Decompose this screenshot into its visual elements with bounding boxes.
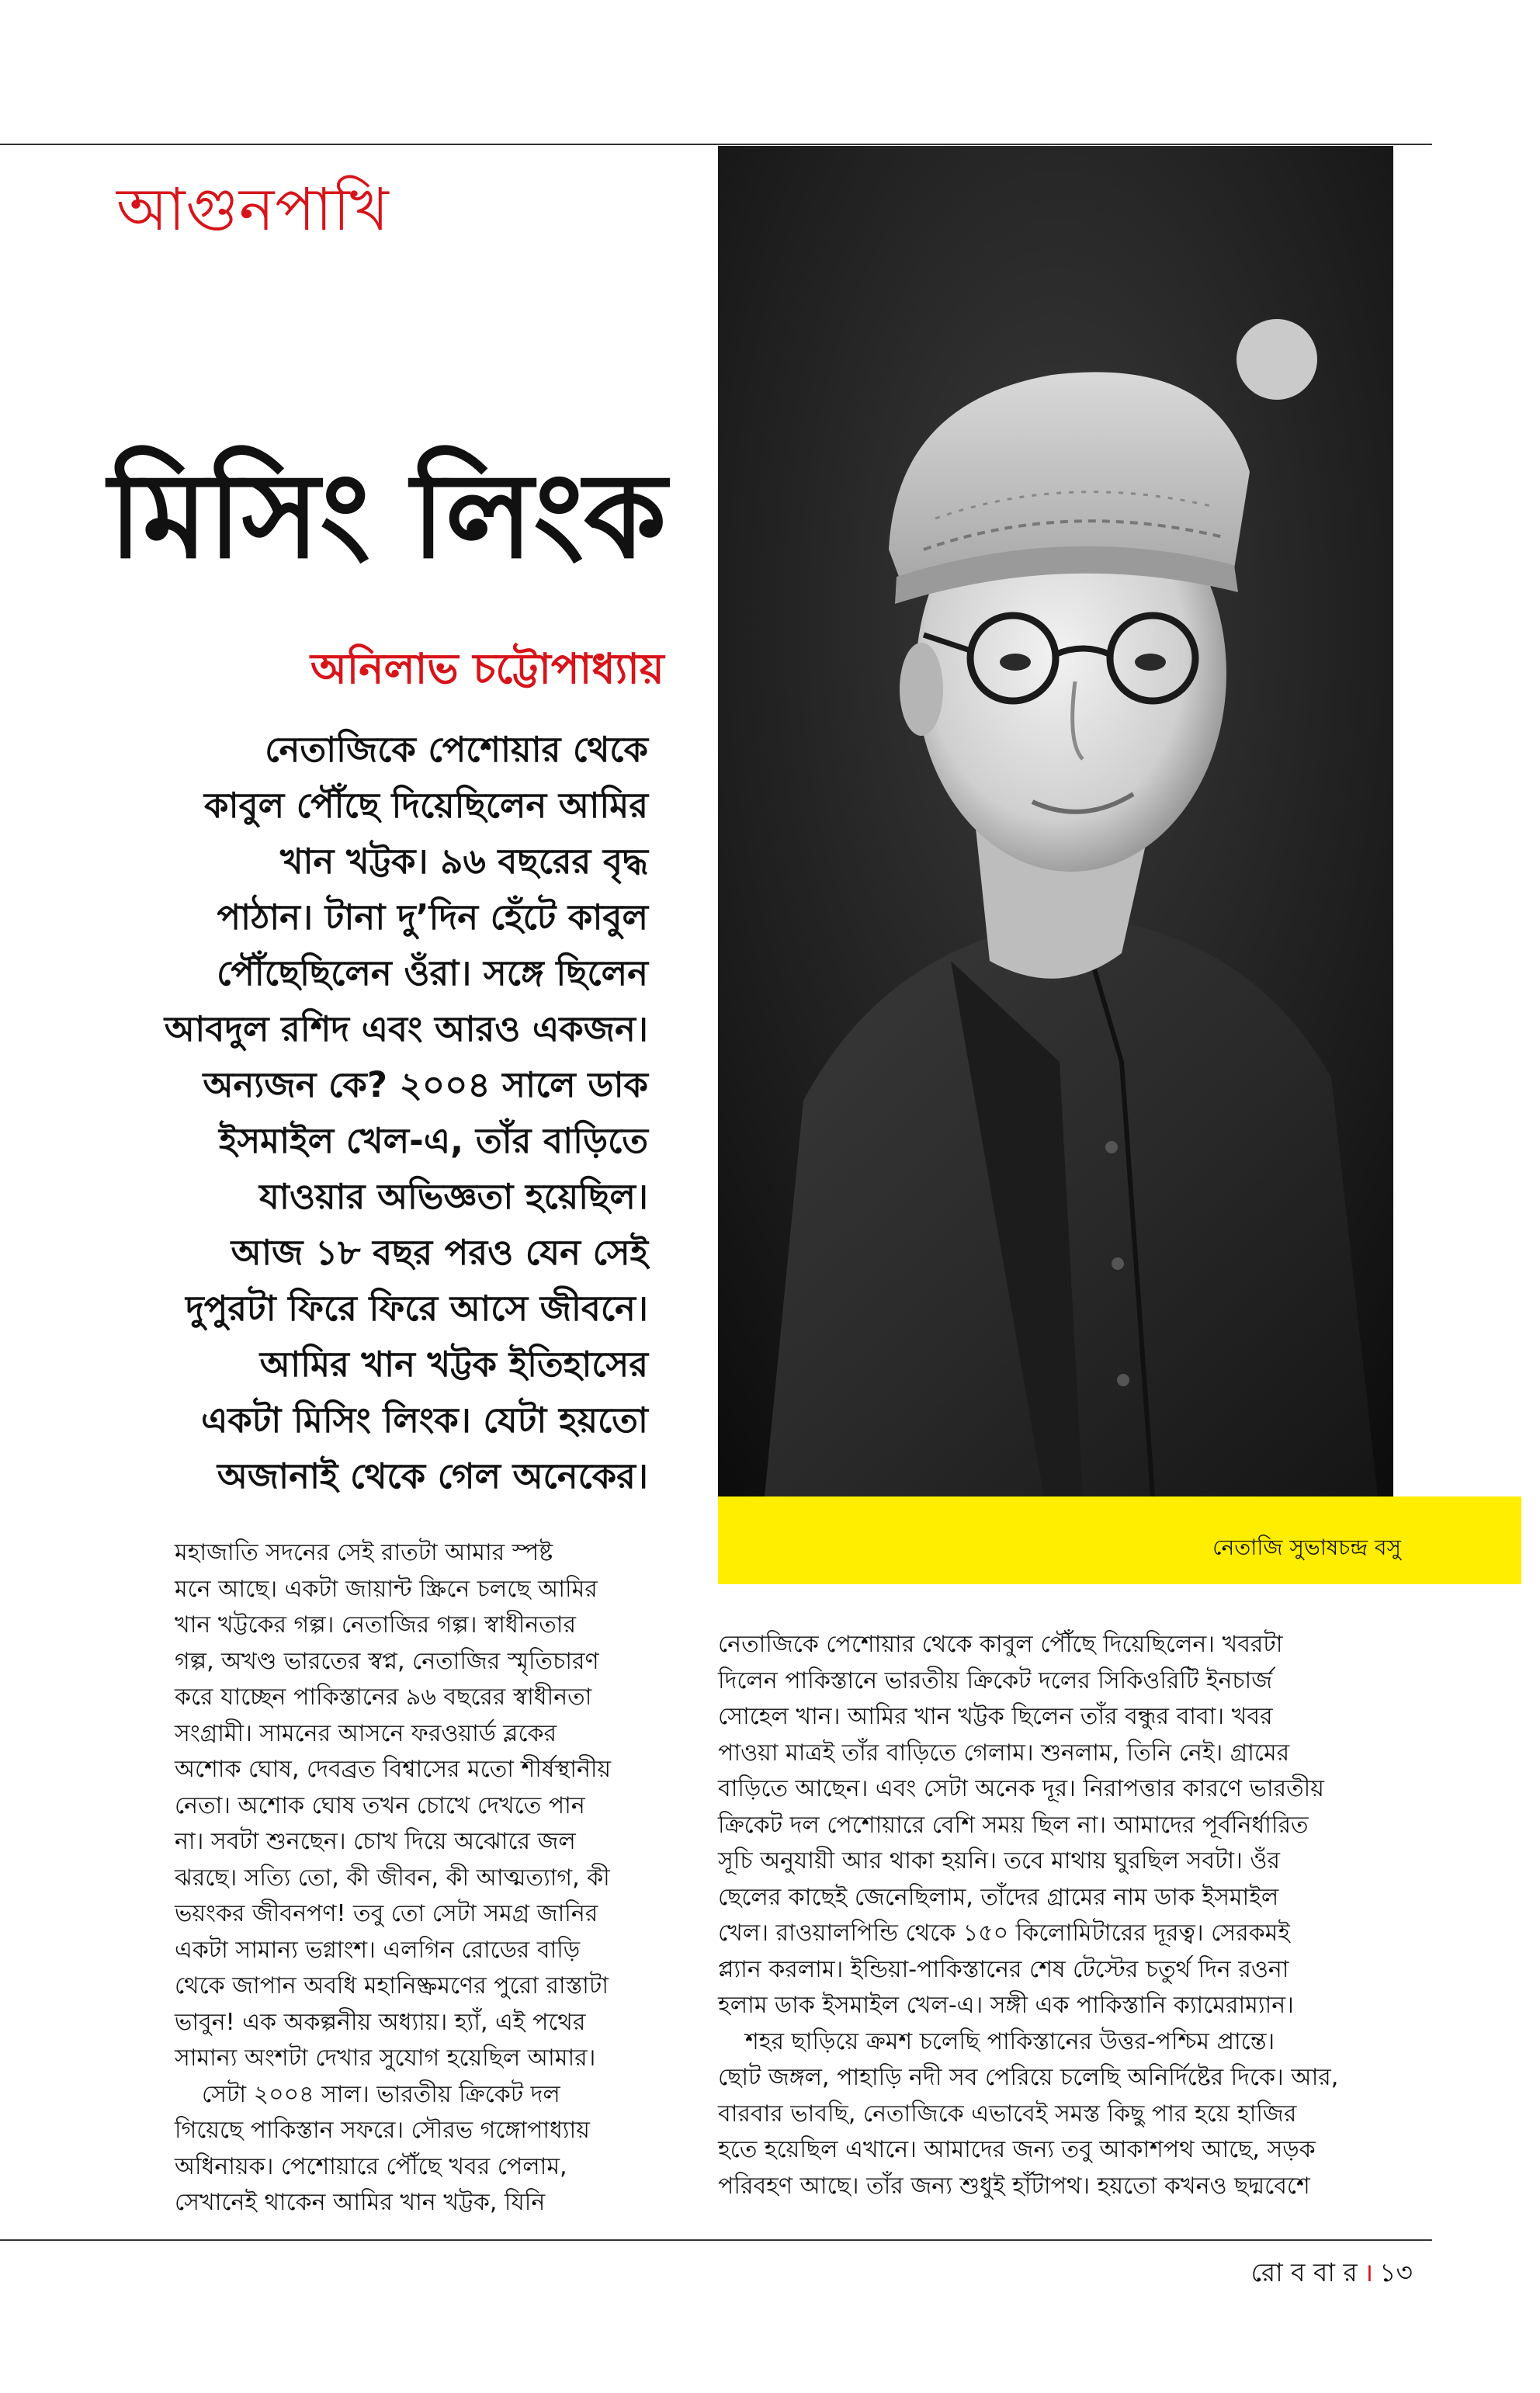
intro-line: আজ ১৮ বছর পরও যেন সেই <box>231 1232 648 1273</box>
top-rule <box>0 144 1432 145</box>
body-line: নেতা। অশোক ঘোষ তখন চোখে দেখতে পান <box>175 1791 585 1819</box>
body-line: মনে আছে। একটা জায়ান্ট স্ক্রিনে চলছে আমির <box>175 1575 598 1603</box>
body-line: গল্প, অখণ্ড ভারতের স্বপ্ন, নেতাজির স্মৃতিচারণ <box>175 1647 599 1675</box>
intro-standfirst <box>113 722 648 1504</box>
body-line: প্ল্যান করলাম। ইন্ডিয়া-পাকিস্তানের শেষ টেস্টের চতুর্থ দিন রওনা <box>718 1955 1289 1983</box>
body-line: সোহেল খান। আমির খান খট্টক ছিলেন তাঁর বন্ধুর বাবা। খবর <box>718 1703 1273 1730</box>
intro-line: একটা মিসিং লিংক। যেটা হয়তো <box>201 1399 648 1441</box>
intro-line: দুপুরটা ফিরে ফিরে আসে জীবনে। <box>186 1288 648 1329</box>
intro-line: কাবুল পৌঁছে দিয়েছিলেন আমির <box>204 785 648 826</box>
intro-line: খান খট্টক। ৯৬ বছরের বৃদ্ধ <box>279 841 648 882</box>
photo-caption: নেতাজি সুভাষচন্দ্র বসু <box>1212 1535 1401 1560</box>
body-line: একটা সামান্য ভগ্নাংশ। এলগিন রোডের বাড়ি <box>175 1936 581 1964</box>
author-byline: অনিলাভ চট্টোপাধ্যায় <box>310 644 664 693</box>
body-column-right <box>718 1627 1401 2204</box>
body-line: সেখানেই থাকেন আমির খান খট্টক, যিনি <box>175 2189 546 2216</box>
body-line: নেতাজিকে পেশোয়ার থেকে কাবুল পৌঁছে দিয়েছিলেন। খবরটা <box>718 1631 1283 1658</box>
footer-separator: । <box>1363 2257 1374 2287</box>
headline: মিসিং লিংক <box>109 447 667 584</box>
bottom-rule <box>0 2239 1432 2241</box>
body-line: মহাজাতি সদনের সেই রাতটা আমার স্পষ্ট <box>175 1539 553 1566</box>
body-line: খেল। রাওয়ালপিন্ডি থেকে ১৫০ কিলোমিটারের দূরত্ব। সেরকমই <box>718 1920 1290 1947</box>
body-line: অশোক ঘোষ, দেবব্রত বিশ্বাসের মতো শীর্ষস্থানীয় <box>175 1756 612 1783</box>
section-label: আগুনপাখি <box>116 175 390 244</box>
body-line: সূচি অনুযায়ী আর থাকা হয়নি। তবে মাথায় ঘুরছিল সবটা। ওঁর <box>718 1847 1280 1875</box>
page-number: ১৩ <box>1379 2257 1413 2287</box>
body-column-left <box>175 1535 687 2221</box>
intro-line: যাওয়ার অভিজ্ঞতা হয়েছিল। <box>259 1176 648 1217</box>
magazine-name: রো ব বা র <box>1250 2257 1358 2287</box>
intro-line: অজানাই থেকে গেল অনেকের। <box>217 1455 648 1496</box>
intro-line: আবদুল রশিদ এবং আরও একজন। <box>164 1008 648 1049</box>
body-line: ছোট জঙ্গল, পাহাড়ি নদী সব পেরিয়ে চলেছি অনির্দিষ্টের দিকে। আর, <box>718 2064 1339 2091</box>
portrait-illustration <box>718 146 1393 1496</box>
body-line: শহর ছাড়িয়ে ক্রমশ চলেছি পাকিস্তানের উত্তর-পশ্চিম প্রান্তে। <box>745 2027 1275 2055</box>
body-line: হলাম ডাক ইসমাইল খেল-এ। সঙ্গী এক পাকিস্তানি ক্যামেরাম্যান। <box>718 1992 1294 2019</box>
body-line: ছেলের কাছেই জেনেছিলাম, তাঁদের গ্রামের নাম ডাক ইসমাইল <box>718 1883 1279 1911</box>
body-line: সংগ্রামী। সামনের আসনে ফরওয়ার্ড ব্লকের <box>175 1719 557 1747</box>
intro-line: ইসমাইল খেল-এ, তাঁর বাড়িতে <box>219 1120 648 1161</box>
intro-line: নেতাজিকে পেশোয়ার থেকে <box>265 729 648 770</box>
body-line: ভাবুন! এক অকল্পনীয় অধ্যায়। হ্যাঁ, এই পথের <box>175 2008 586 2036</box>
body-line: বাড়িতে আছেন। এবং সেটা অনেক দূর। নিরাপত্তার কারণে ভারতীয় <box>718 1775 1324 1802</box>
body-line: ক্রিকেট দল পেশোয়ারে বেশি সময় ছিল না। আমাদের পূর্বনির্ধারিত <box>718 1811 1309 1839</box>
body-line: বারবার ভাবছি, নেতাজিকে এভাবেই সমস্ত কিছু পার হয়ে হাজির <box>718 2100 1297 2128</box>
intro-line: আমির খান খট্টক ইতিহাসের <box>259 1344 648 1385</box>
intro-line: অন্যজন কে? ২০০৪ সালে ডাক <box>203 1064 648 1105</box>
body-line: না। সবটা শুনছেন। চোখ দিয়ে অঝোরে জল <box>175 1828 576 1855</box>
body-line: করে যাচ্ছেন পাকিস্তানের ৯৬ বছরের স্বাধীনতা <box>175 1684 592 1711</box>
intro-line: পৌঁছেছিলেন ওঁরা। সঙ্গে ছিলেন <box>217 952 648 994</box>
body-line: সেটা ২০০৪ সাল। ভারতীয় ক্রিকেট দল <box>202 2080 560 2108</box>
body-line: পাওয়া মাত্রই তাঁর বাড়িতে গেলাম। শুনলাম, তিনি নেই। গ্রামের <box>718 1739 1290 1767</box>
body-line: সামান্য অংশটা দেখার সুযোগ হয়েছিল আমার। <box>175 2044 596 2072</box>
body-line: অধিনায়ক। পেশোয়ারে পৌঁছে খবর পেলাম, <box>175 2152 567 2180</box>
portrait-photo <box>718 146 1393 1496</box>
page-footer <box>1180 2253 1413 2296</box>
body-line: ঝরছে। সত্যি তো, কী জীবন, কী আত্মত্যাগ, কী <box>175 1864 610 1892</box>
intro-line: পাঠান। টানা দু’দিন হেঁটে কাবুল <box>217 897 648 938</box>
body-line: পরিবহণ আছে। তাঁর জন্য শুধুই হাঁটাপথ। হয়তো কখনও ছদ্মবেশে <box>718 2172 1310 2200</box>
body-line: খান খট্টকের গল্প। নেতাজির গল্প। স্বাধীনতার <box>175 1611 576 1639</box>
body-line: থেকে জাপান অবধি মহানিষ্ক্রমণের পুরো রাস্তাটা <box>175 1972 609 1999</box>
body-line: ভয়ংকর জীবনপণ! তবু তো সেটা সমগ্র জানির <box>175 1900 598 1927</box>
body-line: দিলেন পাকিস্তানে ভারতীয় ক্রিকেট দলের সিকিওরিটি ইনচার্জ <box>718 1666 1273 1694</box>
body-line: হতে হয়েছিল এখানে। আমাদের জন্য তবু আকাশপথ আছে, সড়ক <box>718 2136 1316 2163</box>
body-line: গিয়েছে পাকিস্তান সফরে। সৌরভ গঙ্গোপাধ্যায় <box>175 2117 590 2144</box>
